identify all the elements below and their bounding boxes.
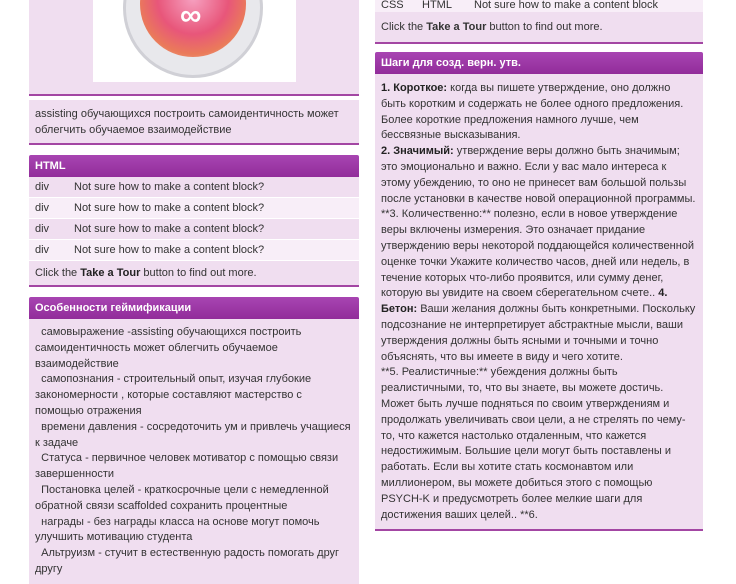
step-4-text: Ваши желания должны быть конкретными. Поскольку подсознание не интерпретирует абстрактные мысли, ваши утверждения должны быть ясными и точными и точно объяснять, что вы имеете в виду и чего хотите. xyxy=(381,303,696,363)
html-panel xyxy=(29,155,359,287)
tour-hint xyxy=(375,12,703,44)
list-item xyxy=(35,483,353,515)
step-3-text: **3. Количественно:** полезно, если в новое утверждение веры включены измерения. Это означает придание утверждению веры некоторой поддающейся количественной оценке точки Укажите количество часов, дней или недель, в течение которых что-либо проявится, или сумму денег, которую вы увидите на своем сберегательном счете.. xyxy=(381,208,695,300)
tour-hint-prefix: Click the xyxy=(381,21,424,33)
table-row xyxy=(375,0,703,12)
step-3 xyxy=(381,207,697,365)
list-item-text: Статуса - первичное человек мотиватор с помощью связи завершенности xyxy=(35,452,339,481)
list-item xyxy=(35,515,353,547)
logo-panel xyxy=(29,0,359,96)
step-2 xyxy=(381,144,697,207)
list-item xyxy=(35,372,353,419)
steps-content xyxy=(375,74,703,531)
tag-cell: div xyxy=(35,244,50,256)
text-cell: Not sure how to make a content block xyxy=(474,0,659,11)
step-5-text: **5. Реалистичные:** убеждения должны быть реалистичными, то, что вы знаете, вы можете достичь. Может быть лучше подняться по своим утверждениям и продолжать увеличивать свои цели, а не стрелять по чему-то, что кажется настолько отдаленным, что кажется недостижимым. Большие цели могут быть поставлены и работать. Если вы хотите стать космонавтом или миллионером, вы можете добиться этого с помощью PSYCH-K и предусмотреть более мелкие шаги для достижения ваших целей.. **6. xyxy=(381,366,686,521)
list-item-text: Постановка целей - краткосрочные цели с немедленной обратной связи scaffolded сохранить процентные xyxy=(35,483,329,512)
tag-cell: div xyxy=(35,223,50,235)
text-cell: Not sure how to make a content block? xyxy=(74,202,265,214)
step-4-label: 4. Бетон: xyxy=(381,287,668,316)
list-item-text: самовыражение -assisting обучающихся построить самоидентичность может облегчить обучаемое взаимодействие xyxy=(35,326,302,370)
list-item xyxy=(35,546,353,578)
steps-panel xyxy=(375,52,703,531)
left-column xyxy=(29,0,359,584)
list-item-text: Альтруизм - стучит в естественную радость помогать друг другу xyxy=(35,547,340,575)
tour-hint-prefix: Click the xyxy=(35,267,78,279)
step-1-text: когда вы пишете утверждение, оно должно быть коротким и содержать не более одного предложения. Более короткие предложения намного лучше, чем бессвязные высказывания. xyxy=(381,82,684,142)
text-cell: Not sure how to make a content block? xyxy=(74,181,265,193)
gamification-title: Особенности геймификации xyxy=(29,297,359,319)
list-item xyxy=(35,325,353,372)
tour-hint-suffix: button to find out more. xyxy=(143,267,257,279)
html-panel-title: HTML xyxy=(29,155,359,177)
step-5 xyxy=(381,365,697,523)
gamification-panel xyxy=(29,297,359,584)
tag-cell: div xyxy=(35,202,50,214)
table-row xyxy=(29,219,359,240)
tag-cell: div xyxy=(35,181,50,193)
tag-cell-2: HTML xyxy=(422,0,452,11)
take-a-tour-button[interactable]: Take a Tour xyxy=(426,21,487,33)
list-item-text: награды - без награды класса на основе могут помочь улучшить мотивацию студента xyxy=(35,515,320,544)
table-row xyxy=(29,240,359,261)
list-item-text: самопознания - строительный опыт, изучая глубокие закономерности , которые составляют мастерство с помощью отражения xyxy=(35,373,312,417)
gamification-list xyxy=(29,319,359,584)
logo-circle-icon xyxy=(123,0,263,78)
list-item-text: времени давления - сосредоточить ум и привлечь учащиеся к задаче xyxy=(35,420,351,449)
step-1-label: 1. Короткое: xyxy=(381,82,448,94)
table-row xyxy=(29,177,359,198)
step-2-label: 2. Значимый: xyxy=(381,145,454,158)
list-item xyxy=(35,451,353,483)
tour-hint-suffix: button to find out more. xyxy=(489,21,603,33)
step-2-text: утверждение веры должно быть значимым; это эмоционально и важно. Если у вас мало интереса к этому убеждению, то оно не принесет вам большой пользы после установки в качестве новой операционной программы. xyxy=(381,145,696,205)
text-cell: Not sure how to make a content block? xyxy=(74,223,265,235)
take-a-tour-button[interactable]: Take a Tour xyxy=(80,267,141,279)
watercolor-splash-icon xyxy=(140,0,246,57)
table-row xyxy=(29,198,359,219)
steps-title: Шаги для созд. верн. утв. xyxy=(375,52,703,74)
list-item xyxy=(35,420,353,452)
text-cell: Not sure how to make a content block? xyxy=(74,244,265,256)
tour-hint xyxy=(29,261,359,287)
step-1 xyxy=(381,81,697,144)
infinity-icon: ∞ xyxy=(180,0,202,32)
logo-image xyxy=(93,0,296,82)
right-column xyxy=(375,0,703,531)
description-text: assisting обучающихся построить самоидентичность может облегчить обучаемое взаимодействие xyxy=(29,100,359,145)
tag-cell: CSS xyxy=(381,0,404,11)
